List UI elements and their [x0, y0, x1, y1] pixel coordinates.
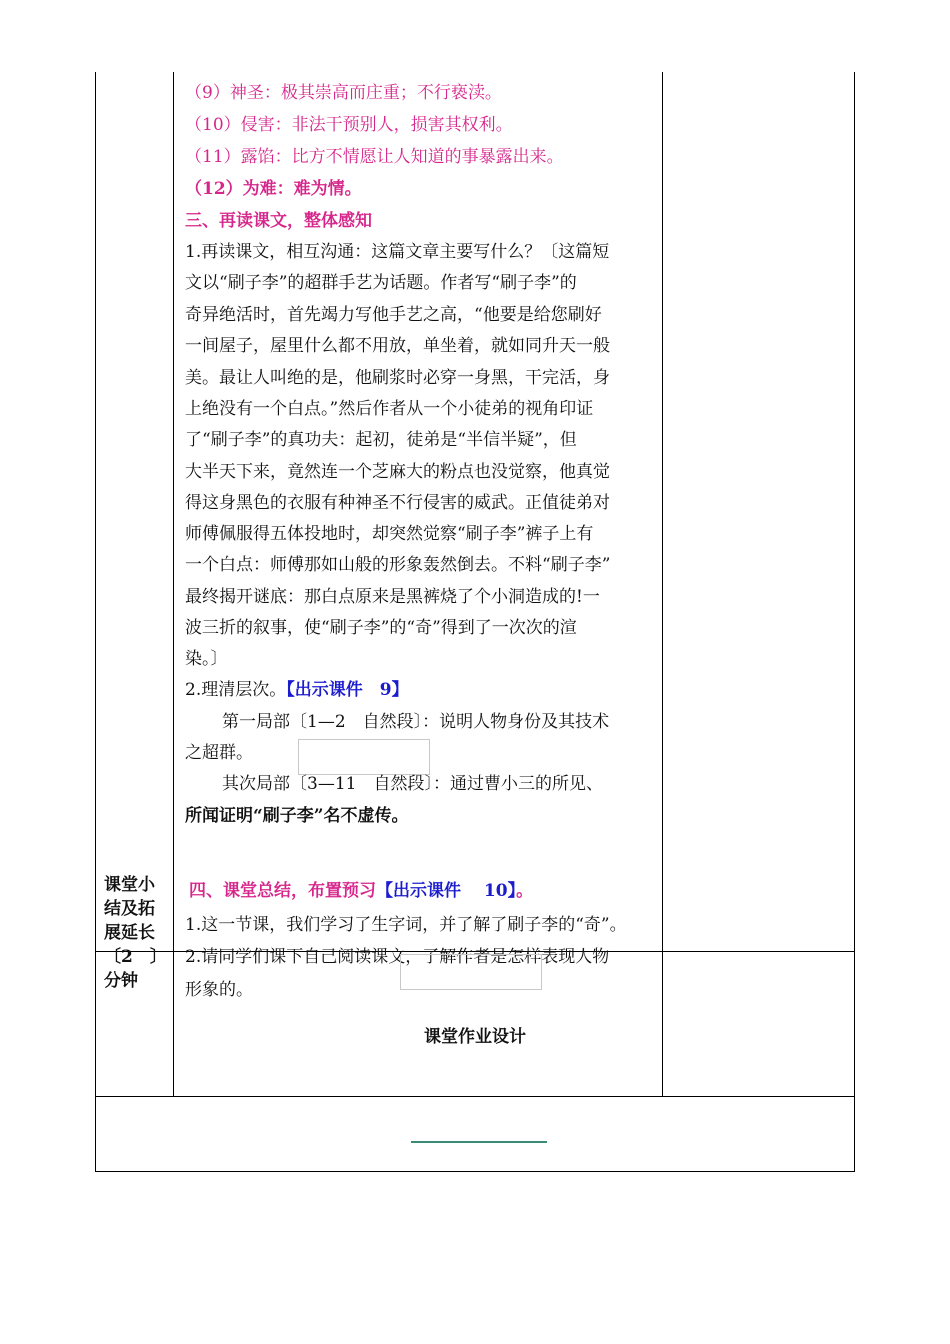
part1-line2: 之超群。: [185, 743, 253, 763]
item1-line: 上绝没有一个白点。”然后作者从一个小徒弟的视角印证: [185, 399, 594, 419]
section4-item1: 1.这一节课，我们学习了生字词，并了解了刷子李的“奇”。: [185, 915, 627, 935]
item1-line: 最终揭开谜底：那白点原来是黑裤烧了个小洞造成的!一: [185, 587, 600, 607]
table-border-bottom: [95, 1171, 855, 1172]
table-row-divider-bottom: [95, 1096, 855, 1097]
item1-line: 一个白点：师傅那如山般的形象轰然倒去。不料“刷子李”: [185, 555, 611, 575]
item1-line: 波三折的叙事，使“刷子李”的“奇”得到了一次次的渲: [185, 618, 577, 638]
item1-line: 了“刷子李”的真功夫：起初，徒弟是“半信半疑”，但: [185, 430, 577, 450]
item1-line: 1.再读课文，相互沟通：这篇文章主要写什么？〔这篇短: [185, 242, 610, 262]
placeholder-box: [400, 954, 542, 990]
item2-text: 2.理清层次。: [185, 680, 287, 700]
section3-item2: [185, 675, 409, 707]
summary-side-label: 课堂小结及拓展延长〔2 〕分钟: [104, 875, 167, 991]
green-underline: [411, 1141, 547, 1143]
item1-line: 师傅佩服得五体投地时，却突然觉察“刷子李”裤子上有: [185, 524, 594, 544]
part2-line1: 其次局部〔3—11 自然段〕：通过曹小三的所见、: [222, 774, 603, 794]
item1-line: 一间屋子，屋里什么都不用放，单坐着，就如同升天一般: [185, 336, 610, 356]
table-divider-col1: [173, 72, 174, 1096]
item1-line: 文以“刷子李”的超群手艺为话题。作者写“刷子李”的: [185, 273, 577, 293]
section4-heading-text: 四、课堂总结，布置预习: [189, 881, 376, 901]
section4-item2-line1: 2.请同学们课下自己阅读课文，了解作者是怎样表现人物: [185, 947, 610, 967]
item1-line: 得这身黑色的衣服有种神圣不行侵害的威武。正值徒弟对: [185, 493, 610, 513]
item1-line: 大半天下来，竟然连一个芝麻大的粉点也没觉察，他真觉: [185, 462, 610, 482]
vocab-item-10: （10）侵害：非法干预别人，损害其权利。: [185, 115, 513, 135]
section3-heading: 三、再读课文，整体感知: [185, 211, 372, 231]
vocab-item-11: （11）露馅：比方不情愿让人知道的事暴露出来。: [185, 147, 564, 167]
table-border-left: [95, 72, 96, 1172]
vocab-item-12: （12）为难：难为情。: [185, 179, 362, 199]
homework-title: 课堂作业设计: [424, 1027, 526, 1047]
table-divider-col2: [662, 72, 663, 1096]
section4-heading: [189, 876, 533, 908]
part1-line1: 第一局部〔1—2 自然段〕：说明人物身份及其技术: [222, 712, 610, 732]
item1-line: 奇异绝活时，首先竭力写他手艺之高，“他要是给您刷好: [185, 305, 602, 325]
table-border-right: [854, 72, 855, 1172]
vocab-item-9: （9）神圣：极其崇高而庄重；不行亵渎。: [185, 83, 502, 103]
part2-line2: 所闻证明“刷子李”名不虚传。: [185, 806, 409, 826]
section4-item2-line2: 形象的。: [185, 980, 253, 1000]
courseware-tag: 【出示课件 9】: [286, 680, 409, 700]
courseware-tag: 【出示课件 10】: [376, 881, 517, 901]
item1-line: 美。最让人叫绝的是，他刷浆时必穿一身黑，干完活，身: [185, 368, 610, 388]
section4-heading-end: 。: [516, 881, 534, 901]
item1-line: 染。〕: [185, 649, 228, 669]
